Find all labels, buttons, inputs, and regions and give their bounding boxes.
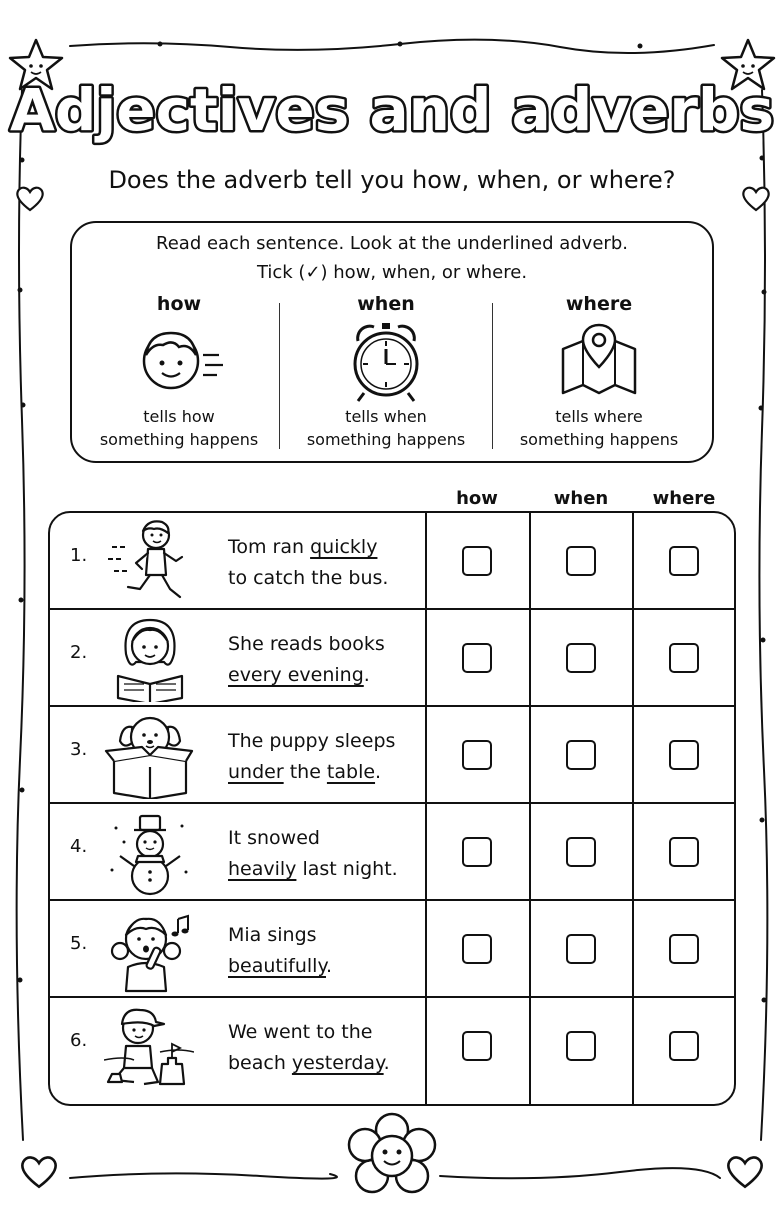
category-label: how xyxy=(156,293,202,315)
checkbox-where[interactable] xyxy=(669,837,699,867)
underlined-adverb: quickly xyxy=(310,536,378,558)
checkbox-how[interactable] xyxy=(462,934,492,964)
sentence-line-2 xyxy=(228,757,428,788)
checkbox-how[interactable] xyxy=(462,1031,492,1061)
sentence-line-2 xyxy=(228,660,428,691)
sentence-text: . xyxy=(326,955,333,977)
underlined-adverb: heavily xyxy=(228,858,297,880)
checkbox-how[interactable] xyxy=(462,740,492,770)
alarm-clock-icon xyxy=(344,319,428,403)
sentence xyxy=(228,920,428,982)
running-boy-icon xyxy=(104,517,194,605)
category-desc-line: tells when xyxy=(345,407,427,426)
puppy-in-box-icon xyxy=(104,711,194,799)
girl-singing-icon xyxy=(104,905,194,993)
category-label: when xyxy=(357,293,415,315)
checkbox-when[interactable] xyxy=(566,546,596,576)
checkbox-when[interactable] xyxy=(566,1031,596,1061)
row-number: 6. xyxy=(70,1030,88,1051)
sentence-line-1 xyxy=(228,823,428,854)
sentence xyxy=(228,726,428,788)
table-row xyxy=(50,513,734,610)
category-desc-line: tells how xyxy=(143,407,215,426)
checkbox-how[interactable] xyxy=(462,643,492,673)
sentence xyxy=(228,629,428,691)
sentence xyxy=(228,532,428,594)
table-row xyxy=(50,707,734,804)
row-number: 2. xyxy=(70,642,88,663)
sentence xyxy=(228,823,428,885)
flower-face-icon xyxy=(344,1112,440,1202)
category-description xyxy=(279,405,493,451)
category-desc-line: something happens xyxy=(519,430,679,449)
underlined-adverb: under xyxy=(228,761,284,783)
checkbox-where[interactable] xyxy=(669,546,699,576)
underlined-adverb: beautifully xyxy=(228,955,326,977)
map-pin-icon xyxy=(557,319,641,399)
table-row xyxy=(50,610,734,707)
sentence-text: Mia sings xyxy=(228,924,317,946)
sentence-text: the xyxy=(283,761,327,783)
row-number: 4. xyxy=(70,836,88,857)
table-row xyxy=(50,998,734,1095)
child-sandcastle-icon xyxy=(104,1002,194,1090)
sentence-line-2 xyxy=(228,854,428,885)
checkbox-where[interactable] xyxy=(669,643,699,673)
instructions-panel xyxy=(70,221,714,463)
category-where xyxy=(492,293,706,458)
sentence-line-1 xyxy=(228,920,428,951)
underlined-adverb: table xyxy=(326,761,376,783)
heart-icon xyxy=(18,1152,60,1190)
column-header-when: when xyxy=(553,488,609,509)
page-title xyxy=(0,70,784,150)
category-desc-line: tells where xyxy=(555,407,643,426)
table-row xyxy=(50,901,734,998)
sentence-text: beach xyxy=(228,1052,292,1074)
category-description xyxy=(72,405,286,451)
sentence-text: last night. xyxy=(296,858,398,880)
category-desc-line: something happens xyxy=(99,430,259,449)
sentence-text: It snowed xyxy=(228,827,320,849)
sentence-line-2 xyxy=(228,563,428,594)
running-boy-icon xyxy=(133,319,225,399)
sentence-text: Tom ran xyxy=(228,536,311,558)
sentence-line-1 xyxy=(228,726,428,757)
sentence-line-1 xyxy=(228,532,428,563)
category-desc-line: something happens xyxy=(306,430,466,449)
sentence-line-2 xyxy=(228,1048,428,1079)
sentence-line-1 xyxy=(228,629,428,660)
sentence-text: . xyxy=(383,1052,390,1074)
checkbox-how[interactable] xyxy=(462,546,492,576)
sentence-line-1 xyxy=(228,1017,428,1048)
checkbox-when[interactable] xyxy=(566,934,596,964)
checkbox-where[interactable] xyxy=(669,1031,699,1061)
column-header-where: where xyxy=(652,488,716,509)
row-number: 3. xyxy=(70,739,88,760)
sentence-text: . xyxy=(363,664,370,686)
checkbox-how[interactable] xyxy=(462,837,492,867)
svg-text:Adjectives and adverbs: Adjectives and adverbs xyxy=(9,76,775,144)
sentence-text: The puppy sleeps xyxy=(228,730,396,752)
table-row xyxy=(50,804,734,901)
column-header-how: how xyxy=(456,488,498,509)
category-description xyxy=(492,405,706,451)
girl-reading-icon xyxy=(104,614,194,702)
heart-icon xyxy=(724,1152,766,1190)
category-how xyxy=(72,293,286,458)
sentence xyxy=(228,1017,428,1079)
snowman-icon xyxy=(104,808,194,896)
sentence-text: She reads books xyxy=(228,633,385,655)
row-number: 5. xyxy=(70,933,88,954)
sentence-text: . xyxy=(375,761,382,783)
checkbox-when[interactable] xyxy=(566,643,596,673)
sentence-text: to catch the bus. xyxy=(228,567,389,589)
instruction-line-1: Read each sentence. Look at the underlined adverb. xyxy=(156,233,628,254)
category-when xyxy=(279,293,493,458)
subtitle: Does the adverb tell you how, when, or where? xyxy=(108,166,676,194)
sentence-line-2 xyxy=(228,951,428,982)
sentence-text: We went to the xyxy=(228,1021,373,1043)
instruction-line-2: Tick (✓) how, when, or where. xyxy=(256,262,528,283)
row-number: 1. xyxy=(70,545,88,566)
category-label: where xyxy=(565,293,633,315)
exercise-table xyxy=(48,511,736,1106)
checkbox-where[interactable] xyxy=(669,740,699,770)
underlined-adverb: every evening xyxy=(228,664,364,686)
checkbox-where[interactable] xyxy=(669,934,699,964)
underlined-adverb: yesterday xyxy=(291,1052,384,1074)
checkbox-when[interactable] xyxy=(566,740,596,770)
checkbox-when[interactable] xyxy=(566,837,596,867)
